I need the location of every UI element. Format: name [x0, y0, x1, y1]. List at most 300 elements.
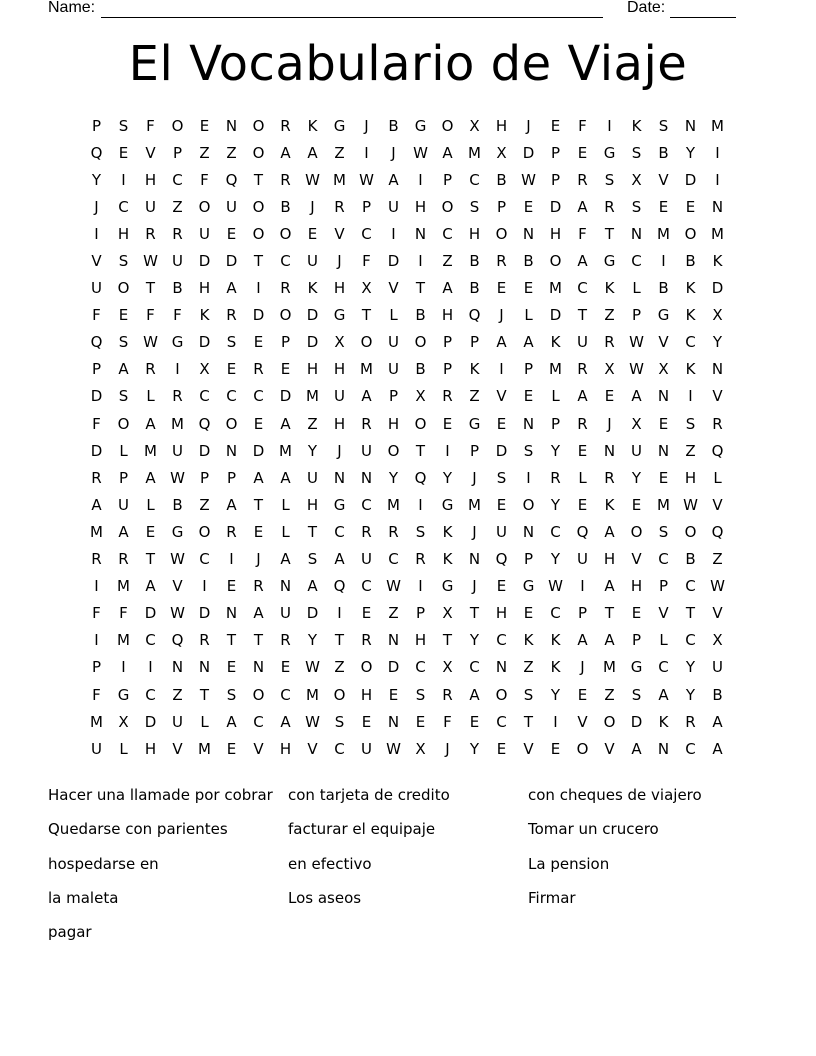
grid-letter[interactable]: A: [712, 712, 723, 731]
grid-letter[interactable]: P: [496, 197, 507, 216]
grid-letter[interactable]: P: [361, 197, 372, 216]
grid-letter[interactable]: E: [469, 712, 480, 731]
grid-letter[interactable]: H: [198, 279, 211, 298]
grid-letter[interactable]: Y: [307, 631, 318, 650]
grid-letter[interactable]: O: [495, 685, 508, 704]
grid-letter[interactable]: O: [252, 224, 265, 243]
grid-letter[interactable]: L: [713, 468, 722, 487]
grid-letter[interactable]: E: [577, 143, 588, 162]
grid-letter[interactable]: I: [607, 116, 612, 135]
grid-letter[interactable]: M: [90, 712, 103, 731]
grid-letter[interactable]: E: [226, 577, 237, 596]
grid-letter[interactable]: I: [715, 143, 720, 162]
grid-letter[interactable]: U: [280, 604, 291, 623]
grid-letter[interactable]: R: [577, 170, 588, 189]
grid-letter[interactable]: S: [334, 712, 345, 731]
grid-letter[interactable]: A: [361, 387, 372, 406]
grid-letter[interactable]: T: [253, 495, 264, 514]
grid-letter[interactable]: C: [199, 550, 210, 569]
grid-letter[interactable]: D: [198, 333, 211, 352]
grid-letter[interactable]: U: [199, 224, 210, 243]
grid-letter[interactable]: I: [661, 252, 666, 271]
grid-letter[interactable]: R: [145, 224, 156, 243]
grid-letter[interactable]: Q: [198, 414, 211, 433]
grid-letter[interactable]: N: [387, 631, 400, 650]
grid-letter[interactable]: D: [630, 712, 643, 731]
grid-letter[interactable]: A: [145, 468, 156, 487]
grid-letter[interactable]: X: [604, 360, 615, 379]
grid-letter[interactable]: L: [389, 306, 398, 325]
grid-letter[interactable]: W: [359, 170, 374, 189]
grid-letter[interactable]: D: [711, 279, 724, 298]
grid-letter[interactable]: E: [577, 685, 588, 704]
grid-letter[interactable]: O: [198, 197, 211, 216]
grid-letter[interactable]: S: [685, 414, 696, 433]
grid-letter[interactable]: K: [604, 495, 615, 514]
grid-letter[interactable]: D: [387, 252, 400, 271]
grid-letter[interactable]: P: [550, 170, 561, 189]
grid-letter[interactable]: I: [715, 170, 720, 189]
grid-letter[interactable]: H: [144, 739, 157, 758]
grid-letter[interactable]: H: [387, 414, 400, 433]
grid-letter[interactable]: R: [496, 252, 507, 271]
grid-letter[interactable]: S: [118, 333, 129, 352]
grid-letter[interactable]: D: [198, 252, 211, 271]
grid-letter[interactable]: J: [499, 306, 504, 325]
grid-letter[interactable]: P: [469, 333, 480, 352]
grid-letter[interactable]: A: [280, 712, 291, 731]
grid-letter[interactable]: M: [117, 577, 130, 596]
grid-letter[interactable]: F: [146, 116, 155, 135]
grid-letter[interactable]: E: [631, 604, 642, 623]
grid-letter[interactable]: P: [469, 441, 480, 460]
grid-letter[interactable]: A: [469, 685, 480, 704]
grid-letter[interactable]: I: [94, 631, 99, 650]
grid-letter[interactable]: G: [171, 333, 184, 352]
grid-letter[interactable]: B: [685, 550, 696, 569]
grid-letter[interactable]: P: [442, 333, 453, 352]
grid-letter[interactable]: T: [145, 550, 156, 569]
grid-letter[interactable]: H: [630, 577, 643, 596]
grid-letter[interactable]: V: [172, 577, 183, 596]
grid-letter[interactable]: N: [522, 414, 535, 433]
grid-letter[interactable]: P: [550, 143, 561, 162]
grid-letter[interactable]: N: [414, 224, 427, 243]
grid-letter[interactable]: W: [386, 577, 401, 596]
grid-letter[interactable]: P: [91, 116, 102, 135]
grid-letter[interactable]: U: [361, 550, 372, 569]
grid-letter[interactable]: Q: [495, 550, 508, 569]
grid-letter[interactable]: N: [684, 116, 697, 135]
grid-letter[interactable]: N: [468, 550, 481, 569]
grid-letter[interactable]: F: [92, 604, 101, 623]
grid-letter[interactable]: W: [710, 577, 725, 596]
grid-letter[interactable]: Y: [685, 143, 696, 162]
grid-letter[interactable]: H: [279, 739, 292, 758]
grid-letter[interactable]: E: [496, 279, 507, 298]
grid-letter[interactable]: P: [226, 468, 237, 487]
grid-letter[interactable]: R: [172, 387, 183, 406]
grid-letter[interactable]: A: [280, 468, 291, 487]
grid-letter[interactable]: P: [442, 360, 453, 379]
grid-letter[interactable]: Z: [307, 414, 318, 433]
grid-letter[interactable]: J: [607, 414, 612, 433]
grid-letter[interactable]: J: [337, 441, 342, 460]
grid-letter[interactable]: Y: [550, 441, 561, 460]
grid-letter[interactable]: K: [307, 279, 318, 298]
grid-letter[interactable]: C: [658, 658, 669, 677]
grid-letter[interactable]: C: [280, 252, 291, 271]
grid-letter[interactable]: T: [523, 712, 534, 731]
grid-letter[interactable]: O: [117, 279, 130, 298]
grid-letter[interactable]: K: [550, 333, 561, 352]
grid-letter[interactable]: Z: [523, 658, 534, 677]
grid-letter[interactable]: P: [91, 360, 102, 379]
grid-letter[interactable]: P: [631, 631, 642, 650]
grid-letter[interactable]: R: [550, 468, 561, 487]
grid-letter[interactable]: R: [361, 414, 372, 433]
grid-letter[interactable]: Q: [171, 631, 184, 650]
grid-letter[interactable]: M: [90, 522, 103, 541]
grid-letter[interactable]: Q: [225, 170, 238, 189]
grid-letter[interactable]: X: [442, 604, 453, 623]
grid-letter[interactable]: V: [523, 739, 534, 758]
grid-letter[interactable]: I: [418, 170, 423, 189]
grid-letter[interactable]: N: [225, 604, 238, 623]
grid-letter[interactable]: Y: [91, 170, 102, 189]
grid-letter[interactable]: Z: [685, 441, 696, 460]
grid-letter[interactable]: U: [226, 197, 237, 216]
grid-letter[interactable]: I: [121, 170, 126, 189]
grid-letter[interactable]: E: [577, 495, 588, 514]
grid-letter[interactable]: S: [226, 685, 237, 704]
grid-letter[interactable]: M: [711, 224, 724, 243]
grid-letter[interactable]: I: [418, 577, 423, 596]
grid-letter[interactable]: M: [657, 495, 670, 514]
grid-letter[interactable]: B: [658, 279, 669, 298]
grid-letter[interactable]: H: [306, 495, 319, 514]
grid-letter[interactable]: U: [496, 522, 507, 541]
grid-letter[interactable]: O: [117, 414, 130, 433]
grid-letter[interactable]: V: [172, 739, 183, 758]
grid-letter[interactable]: G: [468, 414, 481, 433]
grid-letter[interactable]: A: [91, 495, 102, 514]
grid-letter[interactable]: R: [280, 116, 291, 135]
grid-letter[interactable]: X: [415, 387, 426, 406]
grid-letter[interactable]: S: [523, 685, 534, 704]
grid-letter[interactable]: Q: [711, 441, 724, 460]
grid-letter[interactable]: E: [523, 197, 534, 216]
grid-letter[interactable]: O: [171, 116, 184, 135]
grid-letter[interactable]: K: [442, 550, 453, 569]
grid-letter[interactable]: E: [577, 441, 588, 460]
grid-letter[interactable]: E: [496, 495, 507, 514]
grid-letter[interactable]: E: [550, 116, 561, 135]
grid-letter[interactable]: O: [414, 333, 427, 352]
grid-letter[interactable]: C: [145, 631, 156, 650]
grid-letter[interactable]: J: [391, 143, 396, 162]
grid-letter[interactable]: Z: [388, 604, 399, 623]
grid-letter[interactable]: N: [198, 658, 211, 677]
grid-letter[interactable]: C: [658, 550, 669, 569]
grid-letter[interactable]: R: [280, 170, 291, 189]
grid-letter[interactable]: P: [577, 604, 588, 623]
grid-letter[interactable]: R: [280, 279, 291, 298]
grid-letter[interactable]: T: [415, 279, 426, 298]
grid-letter[interactable]: E: [604, 387, 615, 406]
grid-letter[interactable]: W: [170, 550, 185, 569]
grid-letter[interactable]: U: [577, 333, 588, 352]
grid-letter[interactable]: K: [631, 116, 642, 135]
grid-letter[interactable]: A: [577, 387, 588, 406]
grid-letter[interactable]: Z: [172, 197, 183, 216]
grid-letter[interactable]: Z: [334, 658, 345, 677]
grid-letter[interactable]: W: [629, 333, 644, 352]
grid-letter[interactable]: W: [683, 495, 698, 514]
grid-letter[interactable]: R: [226, 306, 237, 325]
grid-letter[interactable]: D: [144, 712, 157, 731]
grid-letter[interactable]: A: [523, 333, 534, 352]
grid-letter[interactable]: A: [496, 333, 507, 352]
grid-letter[interactable]: C: [550, 604, 561, 623]
grid-letter[interactable]: F: [443, 712, 452, 731]
grid-letter[interactable]: I: [688, 387, 693, 406]
grid-letter[interactable]: L: [281, 522, 290, 541]
grid-letter[interactable]: V: [334, 224, 345, 243]
grid-letter[interactable]: M: [549, 360, 562, 379]
grid-letter[interactable]: O: [360, 333, 373, 352]
grid-letter[interactable]: O: [252, 197, 265, 216]
grid-letter[interactable]: B: [469, 252, 480, 271]
grid-letter[interactable]: A: [226, 495, 237, 514]
grid-letter[interactable]: Q: [414, 468, 427, 487]
grid-letter[interactable]: X: [415, 739, 426, 758]
grid-letter[interactable]: I: [94, 224, 99, 243]
grid-letter[interactable]: B: [415, 306, 426, 325]
grid-letter[interactable]: H: [333, 279, 346, 298]
grid-letter[interactable]: E: [253, 333, 264, 352]
grid-letter[interactable]: C: [253, 387, 264, 406]
grid-letter[interactable]: J: [364, 116, 369, 135]
grid-letter[interactable]: U: [307, 468, 318, 487]
grid-letter[interactable]: Q: [90, 333, 103, 352]
grid-letter[interactable]: L: [119, 739, 128, 758]
grid-letter[interactable]: Y: [307, 441, 318, 460]
grid-letter[interactable]: I: [337, 604, 342, 623]
grid-letter[interactable]: I: [418, 252, 423, 271]
grid-letter[interactable]: E: [658, 468, 669, 487]
grid-letter[interactable]: E: [496, 739, 507, 758]
grid-letter[interactable]: F: [146, 306, 155, 325]
grid-letter[interactable]: C: [388, 550, 399, 569]
grid-letter[interactable]: E: [253, 414, 264, 433]
grid-letter[interactable]: P: [199, 468, 210, 487]
grid-letter[interactable]: R: [172, 224, 183, 243]
grid-letter[interactable]: C: [361, 224, 372, 243]
grid-letter[interactable]: O: [630, 522, 643, 541]
grid-letter[interactable]: Y: [712, 333, 723, 352]
grid-letter[interactable]: D: [90, 441, 103, 460]
grid-letter[interactable]: V: [712, 387, 723, 406]
grid-letter[interactable]: U: [388, 333, 399, 352]
grid-letter[interactable]: E: [523, 279, 534, 298]
grid-letter[interactable]: D: [549, 197, 562, 216]
grid-letter[interactable]: S: [118, 116, 129, 135]
grid-letter[interactable]: X: [631, 170, 642, 189]
grid-letter[interactable]: A: [334, 550, 345, 569]
grid-letter[interactable]: W: [305, 712, 320, 731]
grid-letter[interactable]: D: [387, 658, 400, 677]
grid-letter[interactable]: O: [252, 143, 265, 162]
grid-letter[interactable]: E: [118, 306, 129, 325]
grid-letter[interactable]: E: [685, 197, 696, 216]
grid-letter[interactable]: S: [118, 387, 129, 406]
grid-letter[interactable]: B: [658, 143, 669, 162]
grid-letter[interactable]: G: [630, 658, 643, 677]
grid-letter[interactable]: J: [472, 522, 477, 541]
grid-letter[interactable]: M: [468, 143, 481, 162]
grid-letter[interactable]: M: [198, 739, 211, 758]
grid-letter[interactable]: C: [685, 577, 696, 596]
grid-letter[interactable]: D: [684, 170, 697, 189]
grid-letter[interactable]: I: [94, 577, 99, 596]
grid-letter[interactable]: O: [684, 224, 697, 243]
grid-letter[interactable]: T: [253, 631, 264, 650]
grid-letter[interactable]: O: [198, 522, 211, 541]
grid-letter[interactable]: E: [199, 116, 210, 135]
grid-letter[interactable]: F: [200, 170, 209, 189]
grid-letter[interactable]: A: [280, 143, 291, 162]
grid-letter[interactable]: C: [118, 197, 129, 216]
grid-letter[interactable]: T: [307, 522, 318, 541]
grid-letter[interactable]: Y: [550, 685, 561, 704]
grid-letter[interactable]: K: [658, 712, 669, 731]
grid-letter[interactable]: G: [522, 577, 535, 596]
grid-letter[interactable]: K: [685, 306, 696, 325]
grid-letter[interactable]: Z: [604, 306, 615, 325]
grid-letter[interactable]: R: [91, 468, 102, 487]
grid-letter[interactable]: B: [523, 252, 534, 271]
grid-letter[interactable]: A: [307, 577, 318, 596]
grid-letter[interactable]: S: [118, 252, 129, 271]
grid-letter[interactable]: E: [658, 414, 669, 433]
grid-letter[interactable]: C: [496, 631, 507, 650]
grid-letter[interactable]: A: [577, 631, 588, 650]
grid-letter[interactable]: F: [92, 685, 101, 704]
grid-letter[interactable]: Y: [550, 550, 561, 569]
grid-letter[interactable]: C: [550, 522, 561, 541]
grid-letter[interactable]: A: [307, 143, 318, 162]
grid-letter[interactable]: R: [577, 360, 588, 379]
grid-letter[interactable]: W: [386, 739, 401, 758]
grid-letter[interactable]: O: [603, 712, 616, 731]
grid-letter[interactable]: S: [658, 116, 669, 135]
grid-letter[interactable]: K: [604, 279, 615, 298]
grid-letter[interactable]: H: [495, 604, 508, 623]
grid-letter[interactable]: K: [685, 360, 696, 379]
grid-letter[interactable]: K: [550, 658, 561, 677]
grid-letter[interactable]: S: [415, 522, 426, 541]
grid-letter[interactable]: A: [604, 577, 615, 596]
grid-letter[interactable]: G: [603, 143, 616, 162]
grid-letter[interactable]: C: [415, 658, 426, 677]
grid-letter[interactable]: J: [337, 252, 342, 271]
grid-letter[interactable]: N: [603, 441, 616, 460]
grid-letter[interactable]: G: [603, 252, 616, 271]
grid-letter[interactable]: P: [442, 170, 453, 189]
grid-letter[interactable]: N: [171, 658, 184, 677]
grid-letter[interactable]: T: [253, 170, 264, 189]
grid-letter[interactable]: N: [225, 441, 238, 460]
grid-letter[interactable]: B: [496, 170, 507, 189]
grid-letter[interactable]: K: [442, 522, 453, 541]
grid-letter[interactable]: G: [117, 685, 130, 704]
grid-letter[interactable]: S: [415, 685, 426, 704]
grid-letter[interactable]: T: [361, 306, 372, 325]
grid-letter[interactable]: E: [550, 739, 561, 758]
grid-letter[interactable]: N: [495, 658, 508, 677]
grid-letter[interactable]: H: [333, 360, 346, 379]
grid-letter[interactable]: H: [117, 224, 130, 243]
grid-letter[interactable]: I: [256, 279, 261, 298]
grid-letter[interactable]: G: [333, 495, 346, 514]
grid-letter[interactable]: E: [361, 712, 372, 731]
grid-letter[interactable]: I: [418, 495, 423, 514]
grid-letter[interactable]: A: [226, 712, 237, 731]
grid-letter[interactable]: Q: [333, 577, 346, 596]
grid-letter[interactable]: A: [442, 279, 453, 298]
grid-letter[interactable]: Z: [226, 143, 237, 162]
grid-letter[interactable]: C: [361, 495, 372, 514]
grid-letter[interactable]: I: [445, 441, 450, 460]
grid-letter[interactable]: N: [333, 468, 346, 487]
grid-letter[interactable]: Q: [468, 306, 481, 325]
grid-letter[interactable]: R: [442, 685, 453, 704]
grid-letter[interactable]: N: [387, 712, 400, 731]
grid-letter[interactable]: D: [495, 441, 508, 460]
grid-letter[interactable]: Y: [442, 468, 453, 487]
grid-letter[interactable]: W: [170, 604, 185, 623]
grid-letter[interactable]: J: [445, 739, 450, 758]
grid-letter[interactable]: N: [522, 224, 535, 243]
grid-letter[interactable]: U: [712, 658, 723, 677]
grid-letter[interactable]: B: [469, 279, 480, 298]
grid-letter[interactable]: S: [604, 170, 615, 189]
grid-letter[interactable]: K: [712, 252, 723, 271]
grid-letter[interactable]: V: [604, 739, 615, 758]
grid-letter[interactable]: R: [577, 414, 588, 433]
grid-letter[interactable]: A: [145, 414, 156, 433]
grid-letter[interactable]: X: [469, 116, 480, 135]
grid-letter[interactable]: D: [306, 333, 319, 352]
grid-letter[interactable]: D: [144, 604, 157, 623]
grid-letter[interactable]: G: [441, 495, 454, 514]
grid-letter[interactable]: L: [551, 387, 560, 406]
grid-letter[interactable]: Y: [388, 468, 399, 487]
grid-letter[interactable]: J: [526, 116, 531, 135]
grid-letter[interactable]: U: [91, 739, 102, 758]
grid-letter[interactable]: Q: [576, 522, 589, 541]
grid-letter[interactable]: A: [388, 170, 399, 189]
grid-letter[interactable]: I: [229, 550, 234, 569]
grid-letter[interactable]: V: [577, 712, 588, 731]
grid-letter[interactable]: R: [226, 522, 237, 541]
grid-letter[interactable]: N: [657, 739, 670, 758]
grid-letter[interactable]: R: [253, 360, 264, 379]
grid-letter[interactable]: R: [280, 631, 291, 650]
grid-letter[interactable]: R: [199, 631, 210, 650]
grid-letter[interactable]: I: [175, 360, 180, 379]
